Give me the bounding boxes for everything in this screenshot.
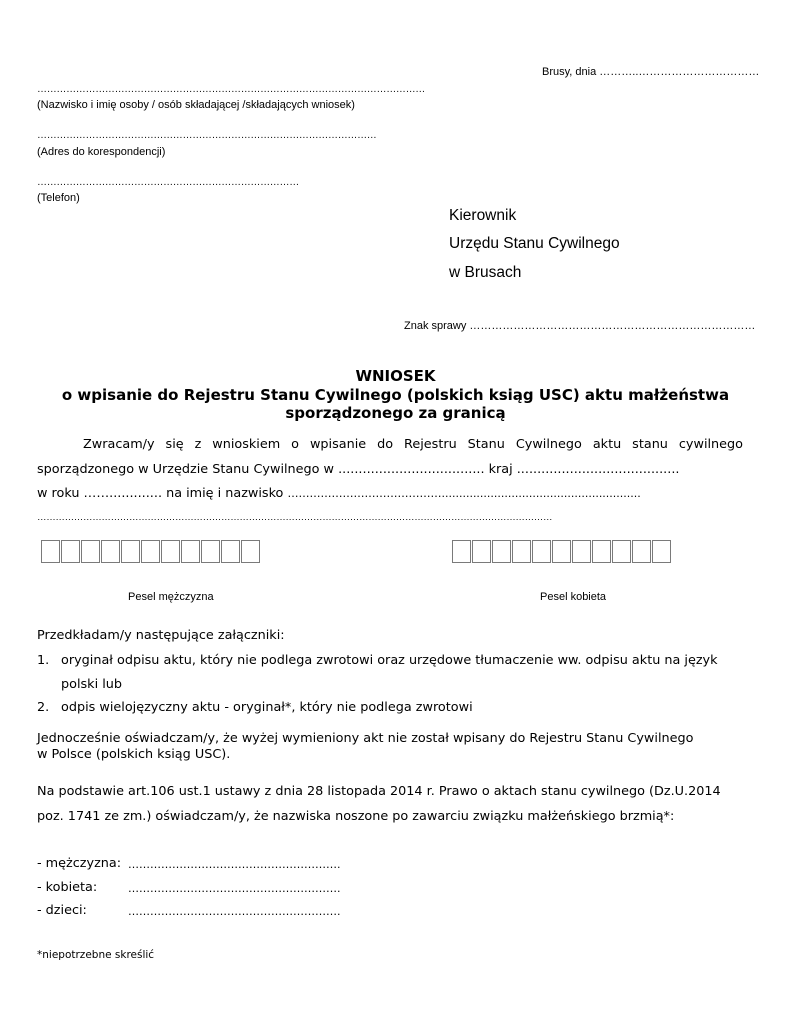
pesel-male-digit-box[interactable] [241,540,260,563]
pesel-female-digit-box[interactable] [472,540,491,563]
recipient-line-3: w Brusach [449,264,522,281]
attachment-item-2-number: 2. [37,700,50,715]
surname-children-label: - dzieci: [37,903,87,918]
pesel-female-digit-box[interactable] [552,540,571,563]
pesel-female-digit-box[interactable] [612,540,631,563]
request-line-1: Zwracam/y się z wnioskiem o wpisanie do Rejestru Stanu Cywilnego aktu stanu cywilnego [83,437,743,452]
place-date-field[interactable]: Brusy, dnia ………..…………………………… [542,66,760,78]
year-and-name-label: w roku ……............. na imię i nazwisko [37,486,284,501]
attachment-item-2 [37,700,473,715]
document-title: WNIOSEK [355,367,436,385]
pesel-female-label: Pesel kobieta [540,591,607,603]
pesel-male-digit-box[interactable] [61,540,80,563]
document-subtitle-line-2: sporządzonego za granicą [285,404,506,422]
pesel-male-digit-box[interactable] [221,540,240,563]
applicant-name-field[interactable]: ………………………………………………………………………………………………………… [37,84,426,95]
footnote: *niepotrzebne skreślić [37,949,155,961]
pesel-female-digit-box[interactable] [572,540,591,563]
pesel-female-digit-box[interactable] [452,540,471,563]
address-label: (Adres do korespondencji) [37,146,166,158]
surname-female-field[interactable]: …………………………………………………. [128,882,341,895]
pesel-male-digit-box[interactable] [41,540,60,563]
pesel-male-digit-box[interactable] [101,540,120,563]
attachment-item-1-number: 1. [37,653,50,668]
surname-male-field[interactable]: …………………………………………………. [128,858,341,871]
pesel-female-digit-box[interactable] [632,540,651,563]
pesel-female-digit-box[interactable] [512,540,531,563]
pesel-male-digit-box[interactable] [141,540,160,563]
pesel-male-digit-box[interactable] [181,540,200,563]
pesel-male-label: Pesel mężczyzna [128,591,214,603]
applicant-name-label: (Nazwisko i imię osoby / osób składającej /składających wniosek) [37,99,355,111]
attachment-item-1-text: oryginał odpisu aktu, który nie podlega zwrotowi oraz urzędowe tłumaczenie ww. odpisu aktu na język [61,653,718,668]
pesel-male-digit-box[interactable] [161,540,180,563]
declaration-line-2: w Polsce (polskich ksiąg USC). [37,747,231,762]
pesel-male-digit-box[interactable] [121,540,140,563]
legal-basis-line-1: Na podstawie art.106 ust.1 ustawy z dnia 28 listopada 2014 r. Prawo o aktach stanu cywilnego (Dz.U.2014 [37,784,721,799]
request-line-2[interactable]: sporządzonego w Urzędzie Stanu Cywilnego w .................................... kraj ........................................ [37,462,680,477]
pesel-male-digit-box[interactable] [201,540,220,563]
case-number-field[interactable]: Znak sprawy …………………………………………………………………… [404,320,756,332]
attachment-item-2-text: odpis wielojęzyczny aktu - oryginał*, który nie podlega zwrotowi [61,700,473,715]
phone-field[interactable]: ……………………………………………………………………… [37,177,299,188]
legal-basis-line-2: poz. 1741 ze zm.) oświadczam/y, że nazwiska noszone po zawarciu związku małżeńskiego brzmią*: [37,809,675,824]
pesel-male-digit-box[interactable] [81,540,100,563]
pesel-female-digit-box[interactable] [592,540,611,563]
address-field[interactable]: …………………………………………………………………………………………… [37,130,377,141]
attachments-intro: Przedkładam/y następujące załączniki: [37,628,285,643]
surname-female-label: - kobieta: [37,880,98,895]
request-line-3[interactable] [37,486,641,501]
pesel-male-boxes[interactable] [41,540,260,563]
recipient-line-2: Urzędu Stanu Cywilnego [449,235,620,252]
pesel-female-boxes[interactable] [452,540,671,563]
recipient-line-1: Kierownik [449,207,517,224]
attachment-item-1-continuation: polski lub [61,677,122,692]
pesel-female-digit-box[interactable] [652,540,671,563]
pesel-female-digit-box[interactable] [492,540,511,563]
pesel-female-digit-box[interactable] [532,540,551,563]
surname-children-field[interactable]: …………………………………………………. [128,905,341,918]
phone-label: (Telefon) [37,192,80,204]
name-dots-field[interactable]: ……………………………………......................................................... [287,487,641,500]
document-subtitle-line-1: o wpisanie do Rejestru Stanu Cywilnego (polskich ksiąg USC) aktu małżeństwa [61,386,730,404]
declaration-line-1: Jednocześnie oświadczam/y, że wyżej wymieniony akt nie został wpisany do Rejestru Stanu Cywilnego [37,731,694,746]
attachment-item-1 [37,653,718,668]
request-continuation-field[interactable]: …………………………………………………………………………………………………………………………………………………… [37,512,553,523]
surname-male-label: - mężczyzna: [37,856,122,871]
